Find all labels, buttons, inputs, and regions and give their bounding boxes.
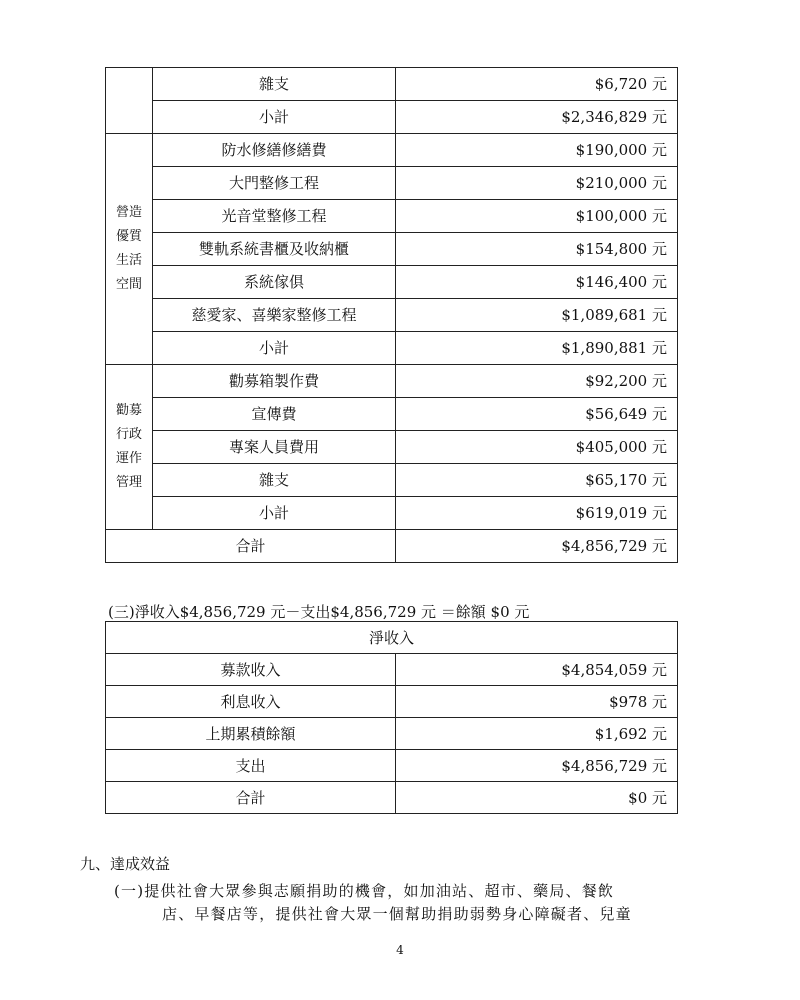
amount-cell: $154,800 元 bbox=[396, 233, 678, 266]
amount-cell: $1,089,681 元 bbox=[396, 299, 678, 332]
amount-cell: $210,000 元 bbox=[396, 167, 678, 200]
category-label: 管理 bbox=[115, 475, 142, 490]
amount-cell: $619,019 元 bbox=[396, 497, 678, 530]
table-row bbox=[106, 782, 678, 814]
item-cell: 雙軌系統書櫃及收納櫃 bbox=[153, 233, 396, 266]
category-label: 運作 bbox=[115, 451, 142, 466]
category-cell-fundraising-admin bbox=[106, 365, 153, 530]
table-row bbox=[106, 332, 678, 365]
item-cell: 小計 bbox=[153, 101, 396, 134]
table-row bbox=[106, 750, 678, 782]
table-row bbox=[106, 233, 678, 266]
item-cell: 光音堂整修工程 bbox=[153, 200, 396, 233]
total-amount: $4,856,729 元 bbox=[396, 530, 678, 563]
amount-cell: $4,856,729 元 bbox=[396, 750, 678, 782]
category-cell-misc bbox=[106, 68, 153, 134]
item-cell: 小計 bbox=[153, 332, 396, 365]
category-label: 空間 bbox=[115, 277, 142, 292]
net-income-table bbox=[105, 621, 678, 814]
net-income-header: 淨收入 bbox=[106, 622, 678, 654]
table-row bbox=[106, 398, 678, 431]
table-row bbox=[106, 464, 678, 497]
table-row bbox=[106, 134, 678, 167]
amount-cell: $1,890,881 元 bbox=[396, 332, 678, 365]
table-row bbox=[106, 686, 678, 718]
item-cell: 上期累積餘額 bbox=[106, 718, 396, 750]
item-cell: 合計 bbox=[106, 782, 396, 814]
item-cell: 防水修繕修繕費 bbox=[153, 134, 396, 167]
category-label: 生活 bbox=[115, 253, 142, 268]
amount-cell: $56,649 元 bbox=[396, 398, 678, 431]
amount-cell: $0 元 bbox=[396, 782, 678, 814]
table-row bbox=[106, 266, 678, 299]
item-cell: 宣傳費 bbox=[153, 398, 396, 431]
item-cell: 小計 bbox=[153, 497, 396, 530]
item-cell: 勸募箱製作費 bbox=[153, 365, 396, 398]
category-label: 優質 bbox=[115, 229, 142, 244]
amount-cell: $4,854,059 元 bbox=[396, 654, 678, 686]
page-number: 4 bbox=[396, 943, 404, 957]
amount-cell: $65,170 元 bbox=[396, 464, 678, 497]
table-row-total bbox=[106, 530, 678, 563]
item-cell: 系統傢俱 bbox=[153, 266, 396, 299]
table-row bbox=[106, 200, 678, 233]
amount-cell: $146,400 元 bbox=[396, 266, 678, 299]
table-row bbox=[106, 431, 678, 464]
paragraph-line: 店、早餐店等，提供社會大眾一個幫助捐助弱勢身心障礙者、兒童 bbox=[162, 905, 632, 923]
total-label: 合計 bbox=[106, 530, 396, 563]
category-cell-living-space bbox=[106, 134, 153, 365]
section-title: 九、達成效益 bbox=[80, 855, 171, 873]
table-row bbox=[106, 497, 678, 530]
category-label: 行政 bbox=[115, 427, 142, 442]
item-cell: 專案人員費用 bbox=[153, 431, 396, 464]
category-label: 營造 bbox=[115, 205, 142, 220]
item-cell: 慈愛家、喜樂家整修工程 bbox=[153, 299, 396, 332]
item-cell: 雜支 bbox=[153, 464, 396, 497]
table-row bbox=[106, 167, 678, 200]
item-cell: 支出 bbox=[106, 750, 396, 782]
amount-cell: $2,346,829 元 bbox=[396, 101, 678, 134]
category-label: 勸募 bbox=[115, 403, 142, 418]
item-cell: 募款收入 bbox=[106, 654, 396, 686]
table-row bbox=[106, 101, 678, 134]
table-row bbox=[106, 365, 678, 398]
paragraph-line: (一)提供社會大眾參與志願捐助的機會，如加油站、超市、藥局、餐飲 bbox=[114, 882, 615, 900]
table-row bbox=[106, 68, 678, 101]
amount-cell: $405,000 元 bbox=[396, 431, 678, 464]
amount-cell: $100,000 元 bbox=[396, 200, 678, 233]
item-cell: 利息收入 bbox=[106, 686, 396, 718]
amount-cell: $978 元 bbox=[396, 686, 678, 718]
table-row bbox=[106, 299, 678, 332]
amount-cell: $1,692 元 bbox=[396, 718, 678, 750]
net-income-summary: (三)淨收入$4,856,729 元－支出$4,856,729 元 ＝餘額 $0 元 bbox=[108, 603, 530, 621]
table-header-row bbox=[106, 622, 678, 654]
table-row bbox=[106, 718, 678, 750]
amount-cell: $6,720 元 bbox=[396, 68, 678, 101]
table-row bbox=[106, 654, 678, 686]
item-cell: 雜支 bbox=[153, 68, 396, 101]
amount-cell: $92,200 元 bbox=[396, 365, 678, 398]
amount-cell: $190,000 元 bbox=[396, 134, 678, 167]
item-cell: 大門整修工程 bbox=[153, 167, 396, 200]
expense-table bbox=[105, 67, 678, 563]
